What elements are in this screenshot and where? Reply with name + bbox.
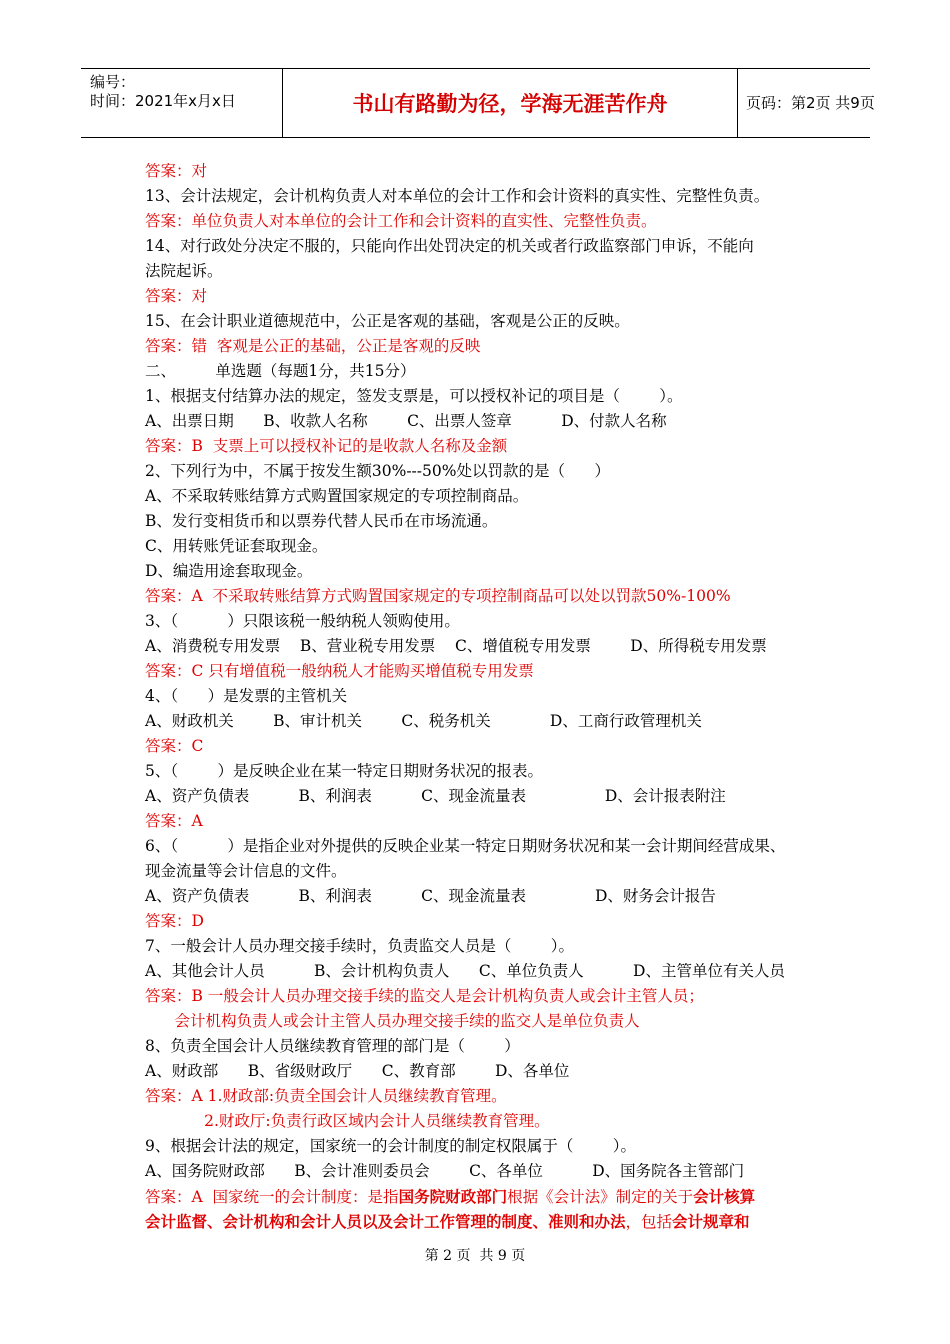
question-line: 14、对行政处分决定不服的，只能向作出处罚决定的机关或者行政监察部门申诉，不能向 xyxy=(145,237,754,255)
answer-line: 答案：B 一般会计人员办理交接手续的监交人是会计机构负责人或会计主管人员； xyxy=(145,987,704,1005)
question-line: D、编造用途套取现金。 xyxy=(145,562,313,580)
question-line: 4、（ ）是发票的主管机关 xyxy=(145,687,348,705)
answer-line: 答案：对 xyxy=(145,287,208,305)
answer-bold-segment: 会计监督、会计机构和会计人员以及会计工作管理的制度、准则和办法 xyxy=(145,1212,626,1231)
question-line: 8、负责全国会计人员继续教育管理的部门是（ ） xyxy=(145,1037,520,1055)
answer-line: 会计机构负责人或会计主管人员办理交接手续的监交人是单位负责人 xyxy=(145,1012,640,1030)
question-line: A、财政部 B、省级财政厅 C、教育部 D、各单位 xyxy=(145,1062,570,1080)
document-body xyxy=(145,159,825,1234)
question-line: A、不采取转账结算方式购置国家规定的专项控制商品。 xyxy=(145,487,529,505)
question-line: C、用转账凭证套取现金。 xyxy=(145,537,328,555)
answer-line: 答案：A 不采取转账结算方式购置国家规定的专项控制商品可以处以罚款50%-100% xyxy=(145,587,731,605)
question-line: B、发行变相货币和以票券代替人民币在市场流通。 xyxy=(145,512,498,530)
answer-bold-segment: 会计核算 xyxy=(693,1187,756,1206)
answer-line: 2.财政厅:负责行政区域内会计人员继续教育管理。 xyxy=(145,1112,550,1130)
header-left-cell xyxy=(81,69,282,137)
question-line: A、财政机关 B、审计机关 C、税务机关 D、工商行政管理机关 xyxy=(145,712,702,730)
answer-line: 答案：B 支票上可以授权补记的是收款人名称及金额 xyxy=(145,437,508,455)
header-motto: 书山有路勤为径，学海无涯苦作舟 xyxy=(352,92,668,116)
answer-bold-segment: 会计规章和 xyxy=(672,1212,750,1231)
question-line: 13、会计法规定，会计机构负责人对本单位的会计工作和会计资料的真实性、完整性负责。 xyxy=(145,187,770,205)
question-line: 1、根据支付结算办法的规定，签发支票是，可以授权补记的项目是（ ）。 xyxy=(145,387,683,405)
question-line: A、其他会计人员 B、会计机构负责人 C、单位负责人 D、主管单位有关人员 xyxy=(145,962,785,980)
question-line: A、消费税专用发票 B、营业税专用发票 C、增值税专用发票 D、所得税专用发票 xyxy=(145,637,767,655)
header-page-number: 页码：第2页 共9页 xyxy=(746,94,875,112)
question-line: 7、一般会计人员办理交接手续时，负责监交人员是（ ）。 xyxy=(145,937,575,955)
question-line: 法院起诉。 xyxy=(145,262,223,280)
page-footer: 第 2 页 共 9 页 xyxy=(424,1248,526,1264)
answer-line: 答案：A xyxy=(145,812,203,830)
answer-line: 答案：C xyxy=(145,737,204,755)
page-header xyxy=(81,68,875,138)
answer-bold-segment: 国务院财政部门 xyxy=(398,1187,508,1206)
document-number-label: 编号： xyxy=(90,73,136,91)
question-line: 5、（ ）是反映企业在某一特定日期财务状况的报表。 xyxy=(145,762,544,780)
question-line: 3、（ ）只限该税一般纳税人领购使用。 xyxy=(145,612,460,630)
question-line: 二、 单选题（每题1分，共15分） xyxy=(145,362,416,380)
header-right-cell xyxy=(738,69,875,137)
answer-segment: 根据《会计法》制定的关于 xyxy=(507,1188,694,1206)
header-center-cell xyxy=(282,69,738,137)
question-line: 2、下列行为中，不属于按发生额30%---50%处以罚款的是（ ） xyxy=(145,462,611,480)
document-date-label: 时间：2021年x月x日 xyxy=(90,92,236,110)
answer-line: 答案：D xyxy=(145,912,204,930)
question-line: 6、（ ）是指企业对外提供的反映企业某一特定日期财务状况和某一会计期间经营成果、 xyxy=(145,837,786,855)
answer-line: 答案：对 xyxy=(145,162,208,180)
answer-line xyxy=(145,1184,825,1209)
question-line: 15、在会计职业道德规范中，公正是客观的基础，客观是公正的反映。 xyxy=(145,312,630,330)
question-line: A、出票日期 B、收款人名称 C、出票人签章 D、付款人名称 xyxy=(145,412,667,430)
answer-line: 答案：C 只有增值税一般纳税人才能购买增值税专用发票 xyxy=(145,662,534,680)
answer-line xyxy=(145,1209,825,1234)
answer-line: 答案：A 1.财政部:负责全国会计人员继续教育管理。 xyxy=(145,1087,507,1105)
answer-line: 答案：错 客观是公正的基础，公正是客观的反映 xyxy=(145,337,481,355)
question-line: A、资产负债表 B、利润表 C、现金流量表 D、会计报表附注 xyxy=(145,787,726,805)
question-line: 现金流量等会计信息的文件。 xyxy=(145,862,347,880)
answer-segment: 答案：A 国家统一的会计制度：是指 xyxy=(145,1188,399,1206)
question-line: A、资产负债表 B、利润表 C、现金流量表 D、财务会计报告 xyxy=(145,887,716,905)
question-line: A、国务院财政部 B、会计准则委员会 C、各单位 D、国务院各主管部门 xyxy=(145,1162,745,1180)
question-line: 9、根据会计法的规定，国家统一的会计制度的制定权限属于（ ）。 xyxy=(145,1137,637,1155)
answer-line: 答案：单位负责人对本单位的会计工作和会计资料的直实性、完整性负责。 xyxy=(145,212,657,230)
answer-segment: ，包括 xyxy=(625,1213,673,1231)
